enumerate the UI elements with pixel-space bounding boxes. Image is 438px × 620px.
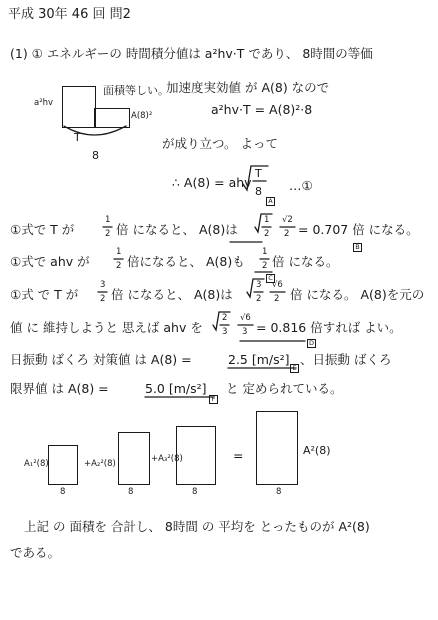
line-t-three-half-a: ①式 で T が xyxy=(10,287,79,302)
tag-c: C xyxy=(266,274,275,283)
fig1-t-label: T xyxy=(74,131,81,144)
fig1-right-label: A(8)² xyxy=(131,111,153,121)
fig2-eight-total: 8 xyxy=(276,487,282,497)
area-rect-1 xyxy=(48,445,78,485)
tag-f: F xyxy=(209,395,218,404)
line-action-value-c: 、日振動 ばくろ xyxy=(300,352,392,367)
action-value: 2.5 [m/s²] xyxy=(228,352,290,367)
equation-1-den: 8 xyxy=(255,185,262,198)
line-t-half-a: ①式で T が xyxy=(10,222,75,237)
frac-half2-d: 2 xyxy=(116,261,122,271)
equation-1-mark: …① xyxy=(289,178,313,193)
equation-1-num: T xyxy=(255,167,262,180)
line-limit-value-a: 限界値 は A(8) = xyxy=(10,381,109,396)
line-ahv-half-a: ①式で ahv が xyxy=(10,254,90,269)
fig1-8-label: 8 xyxy=(92,149,99,162)
frac-sqrt-23-n: 2 xyxy=(222,313,228,323)
page-title: 平成 30年 46 回 問2 xyxy=(8,7,131,22)
fig2-label-1: A₁²(8) xyxy=(24,459,49,469)
area-rect-short xyxy=(62,86,96,128)
area-rect-long xyxy=(94,108,130,128)
line-maintain-a: 値 に 維持しようと 思えば ahv を xyxy=(10,320,203,335)
fig2-equals: = xyxy=(233,448,244,463)
line-sum-average: 上記 の 面積を 合計し、 8時間 の 平均を とったものが A²(8) xyxy=(24,519,370,534)
line-t-half-b: 倍 になると、 A(8)は xyxy=(116,222,238,237)
frac-r6-3-d: 3 xyxy=(242,327,248,337)
accel-rms-text: 加速度実効値 が A(8) なので xyxy=(166,80,330,95)
frac-half3-d: 2 xyxy=(262,261,268,271)
tag-d: D xyxy=(308,339,314,347)
line-t-half-c: = 0.707 倍 になる。 xyxy=(298,222,419,237)
fig2-eight-3: 8 xyxy=(192,487,198,497)
line-energy-integral: (1) ① エネルギーの 時間積分値は a²hv·T であり、 8時間の等価 xyxy=(10,46,373,61)
line-limit-value-c: と 定められている。 xyxy=(226,381,343,396)
line-action-value-a: 日振動 ばくろ 対策値 は A(8) = xyxy=(10,352,192,367)
line-maintain-b: = 0.816 倍すれば よい。 xyxy=(256,320,402,335)
frac-r6-n: √6 xyxy=(272,280,283,290)
area-rect-total xyxy=(256,411,298,485)
frac-sqrt-3half-d: 2 xyxy=(256,294,262,304)
equation-1-lhs: ∴ A(8) = ahv xyxy=(172,175,252,190)
fig2-eight-2: 8 xyxy=(128,487,134,497)
frac-half-n: 1 xyxy=(105,215,111,225)
frac-half2-n: 1 xyxy=(116,247,122,257)
frac-3half-d: 2 xyxy=(100,294,106,304)
fig1-left-label: a²hv xyxy=(34,98,54,108)
holds-text: が成り立つ。 よって xyxy=(162,136,278,151)
frac-sqrt-23-d: 3 xyxy=(222,327,228,337)
line-t-three-half-b: 倍 になると、 A(8)は xyxy=(111,287,233,302)
frac-r2-n: √2 xyxy=(282,215,293,225)
tag-e: E xyxy=(290,364,299,373)
line-conclusion: である。 xyxy=(10,545,61,560)
frac-r6-3-n: √6 xyxy=(240,313,251,323)
line-t-three-half-c: 倍 になる。 A(8)を元の xyxy=(290,287,425,302)
equal-area-note: 面積等しい。 xyxy=(103,84,169,97)
frac-half3-n: 1 xyxy=(262,247,268,257)
frac-half-d: 2 xyxy=(105,229,111,239)
fig2-label-2: +A₂²(8) xyxy=(84,459,116,469)
fig2-label-3: +A₃²(8) xyxy=(151,454,183,464)
tag-b: B xyxy=(353,243,362,252)
frac-sqrt-3half-n: 3 xyxy=(256,280,262,290)
frac-sqrt-half-d: 2 xyxy=(264,229,270,239)
line-ahv-half-b: 倍になると、 A(8)も xyxy=(127,254,245,269)
frac-r6-d: 2 xyxy=(274,294,280,304)
fig2-label-total: A²(8) xyxy=(303,444,331,457)
line-ahv-half-c: 倍 になる。 xyxy=(272,254,339,269)
tag-a: A xyxy=(266,197,275,206)
frac-r2-d: 2 xyxy=(284,229,290,239)
fig2-eight-1: 8 xyxy=(60,487,66,497)
equation-energy: a²hv·T = A(8)²·8 xyxy=(211,102,313,117)
area-rect-2 xyxy=(118,432,150,485)
frac-3half-n: 3 xyxy=(100,280,106,290)
frac-sqrt-half-n: 1 xyxy=(264,215,270,225)
limit-value: 5.0 [m/s²] xyxy=(145,381,207,396)
